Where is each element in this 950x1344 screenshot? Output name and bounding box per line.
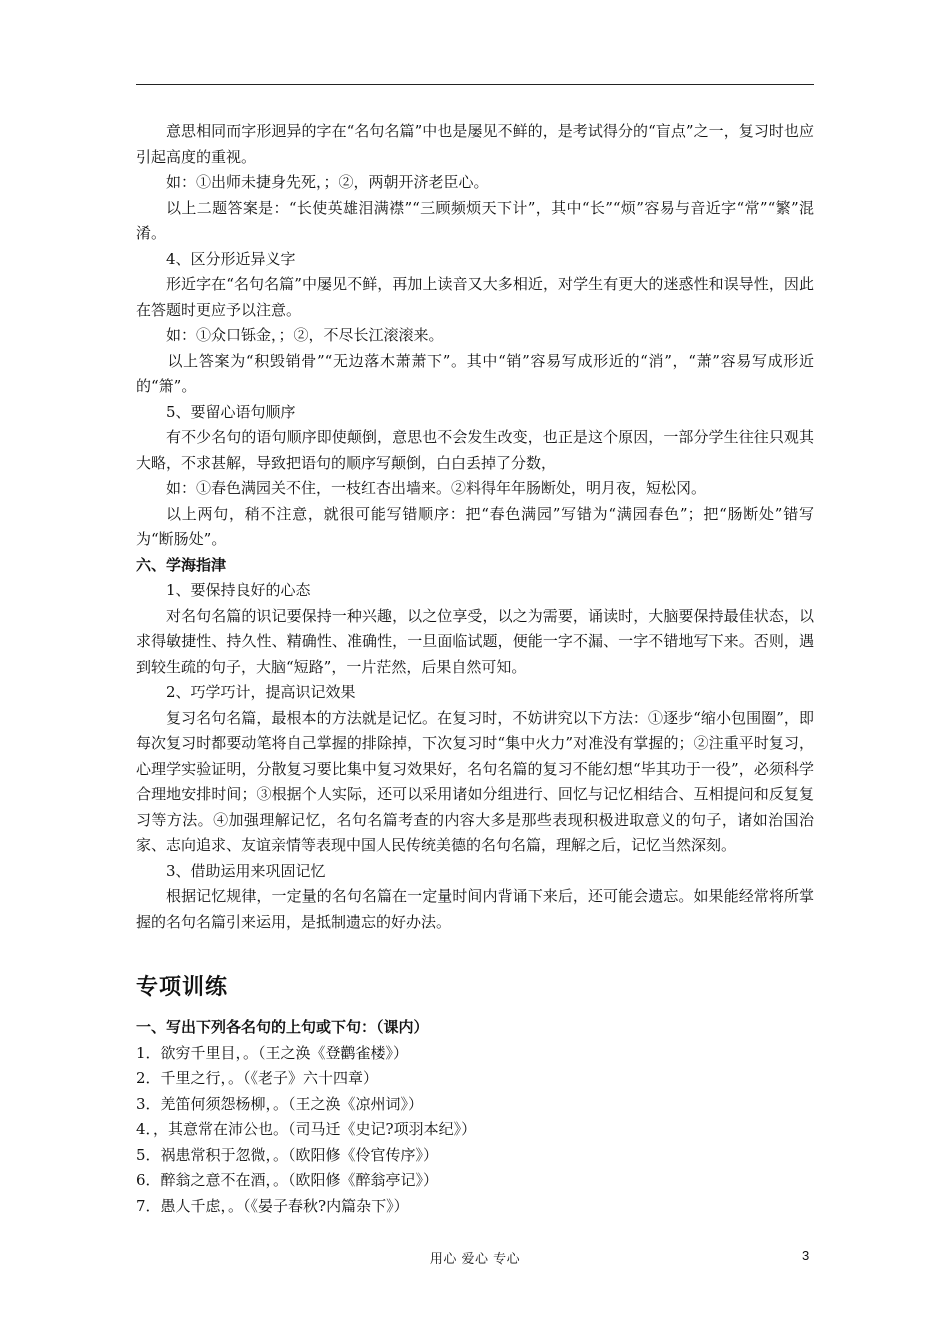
body-paragraph: 复习名句名篇，最根本的方法就是记忆。在复习时，不妨讲究以下方法：①逐步“缩小包围圈”，即每次复习时都要动笔将自己掌握的排除掉，下次复习时“集中火力”对准没有掌握的；②注重平时复习，心理学实验证明，分散复习要比集中复习效果好，名句名篇的复习不能幻想“毕其功于一役”，必须科学合理地安排时间；③根据个人实际，还可以采用诸如分组进行、回忆与记忆相结合、互相提问和反复复习等方法。④加强理解记忆，名句名篇考查的内容大多是那些表现积极进取意义的句子，诸如治国治家、志向追求、友谊亲情等表现中国人民传统美德的名句名篇，理解之后，记忆当然深刻。 bbox=[136, 708, 814, 854]
subsection-heading: 1、要保持良好的心态 bbox=[166, 581, 311, 599]
exercise-subtitle: 一、写出下列各名句的上句或下句：（课内） bbox=[136, 1018, 429, 1036]
body-paragraph: 意思相同而字形迥异的字在“名句名篇”中也是屡见不鲜的，是考试得分的“盲点”之一，复习时也应引起高度的重视。 bbox=[136, 122, 814, 166]
body-paragraph: 以上二题答案是：“长使英雄泪满襟”“三顾频烦天下计”，其中“长”“烦”容易与音近字“常”“繁”混淆。 bbox=[136, 198, 814, 242]
question-item: 3．羌笛何须怨杨柳，。（王之涣《凉州词》） bbox=[136, 1094, 424, 1113]
question-list bbox=[136, 1041, 814, 1220]
subsection-heading: 3、借助运用来巩固记忆 bbox=[166, 861, 326, 880]
question-item: 1．欲穷千里目，。（王之涣《登鹳雀楼》） bbox=[136, 1043, 409, 1062]
question-item: 6．醉翁之意不在酒，。（欧阳修《醉翁亭记》） bbox=[136, 1171, 439, 1189]
footer-motto: 用心 爱心 专心 bbox=[429, 1252, 521, 1267]
body-paragraph: 对名句名篇的识记要保持一种兴趣，以之位享受，以之为需要，诵读时，大脑要保持最佳状态，以求得敏捷性、持久性、精确性、准确性，一旦面临试题，便能一字不漏、一字不错地写下来。否则，遇到较生疏的句子，大脑“短路”，一片茫然，后果自然可知。 bbox=[136, 606, 814, 676]
header-rule bbox=[136, 84, 814, 85]
section-heading-6: 六、学海指津 bbox=[136, 555, 227, 574]
exercise-title: 专项训练 bbox=[136, 975, 229, 1000]
body-paragraph: 形近字在“名句名篇”中屡见不鲜，再加上读音又大多相近，对学生有更大的迷惑性和误导性，因此在答题时更应予以注意。 bbox=[136, 275, 814, 319]
body-paragraph: 如：①出师未捷身先死，；②，两朝开济老臣心。 bbox=[166, 173, 489, 191]
question-item: 4．，其意常在沛公也。（司马迁《史记?项羽本纪》） bbox=[136, 1120, 477, 1138]
body-paragraph: 如：①众口铄金，；②，不尽长江滚滚来。 bbox=[166, 326, 444, 344]
page-number: 3 bbox=[802, 1248, 810, 1263]
body-paragraph: 有不少名句的语句顺序即使颠倒，意思也不会发生改变，也正是这个原因，一部分学生往往只观其大略，不求甚解，导致把语句的顺序写颠倒，白白丢掉了分数， bbox=[136, 428, 814, 472]
subsection-heading: 4、区分形近异义字 bbox=[166, 249, 296, 268]
subsection-heading: 5、要留心语句顺序 bbox=[166, 402, 296, 421]
page-body bbox=[136, 119, 814, 1219]
body-paragraph: 以上两句，稍不注意，就很可能写错顺序：把“春色满园”写错为“满园春色”；把“肠断处”错写为“断肠处”。 bbox=[136, 504, 814, 548]
subsection-heading: 2、巧学巧计，提高识记效果 bbox=[166, 683, 356, 701]
question-item: 2．千里之行，。（《老子》六十四章） bbox=[136, 1069, 379, 1087]
body-paragraph: 以上答案为“积毁销骨”“无边落木萧萧下”。其中“销”容易写成形近的“消”，“萧”容易写成形近的“箫”。 bbox=[136, 351, 814, 395]
question-item: 5．祸患常积于忽微，。（欧阳修《伶官传序》） bbox=[136, 1145, 439, 1164]
question-item: 7．愚人千虑，。（《晏子春秋?内篇杂下》） bbox=[136, 1196, 409, 1215]
body-paragraph: 根据记忆规律，一定量的名句名篇在一定量时间内背诵下来后，还可能会遗忘。如果能经常将所掌握的名句名篇引来运用，是抵制遗忘的好办法。 bbox=[136, 887, 814, 931]
body-paragraph: 如：①春色满园关不住，一枝红杏出墙来。②料得年年肠断处，明月夜，短松冈。 bbox=[166, 479, 707, 497]
